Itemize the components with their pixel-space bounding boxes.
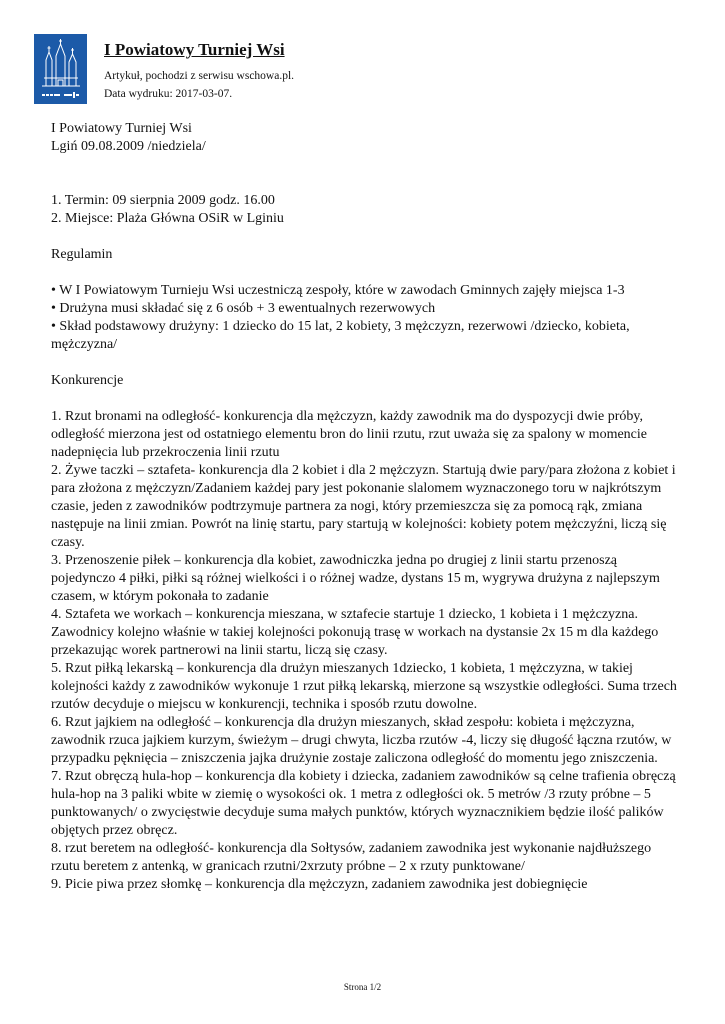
- body-date-line: Lgiń 09.08.2009 /niedziela/: [51, 139, 206, 154]
- article-title[interactable]: I Powiatowy Turniej Wsi: [104, 40, 285, 59]
- detail-line: 1. Termin: 09 sierpnia 2009 godz. 16.00: [51, 193, 275, 208]
- competition-item: 4. Sztafeta we workach – konkurencja mieszana, w sztafecie startuje 1 dziecko, 1 kobieta i 1 mężczyzna. Zawodnicy kolejno właśnie w takiej kolejności pokonują trasę w workach na dystansie 2x 15 m dla każdego przekazując worek partnerowi na linii startu, liczą się czasy.: [51, 607, 659, 658]
- site-logo: [34, 34, 87, 104]
- source-line: Artykuł, pochodzi z serwisu wschowa.pl.: [104, 70, 295, 82]
- competition-item: 2. Żywe taczki – sztafeta- konkurencja dla 2 kobiet i dla 2 mężczyzn. Startują dwie pary/para złożona z kobiet i para złożona z mężczyzn/Zadaniem każdej pary jest pokonanie slalomem wyznaczonego toru w najkrótszym czasie, jeden z zawodników podtrzymuje partnera za nogi, który przemieszcza się za pomocą rąk, zmiana następuje na linii zmian. Powrót na linię startu, pary startują w kolejności: kobiety potem mężczyźni, liczą się czasy.: [51, 463, 676, 550]
- detail-line: 2. Miejsce: Plaża Główna OSiR w Lginiu: [51, 211, 284, 226]
- church-towers-logo-icon: [34, 34, 87, 104]
- competition-item: 9. Picie piwa przez słomkę – konkurencja dla mężczyzn, zadaniem zawodnika jest dobiegnięcie: [51, 877, 588, 892]
- rule-item: • W I Powiatowym Turnieju Wsi uczestniczą zespoły, które w zawodach Gminnych zajęły miejsca 1-3: [51, 283, 625, 298]
- page-number: Strona 1/2: [343, 982, 382, 992]
- competitions-heading: Konkurencje: [51, 373, 124, 388]
- print-date-line: Data wydruku: 2017-03-07.: [104, 88, 233, 100]
- competition-item: 3. Przenoszenie piłek – konkurencja dla kobiet, zawodniczka jedna po drugiej z linii startu przenoszą pojedynczo 4 piłki, piłki są różnej wielkości i o różnej wadze, dystans 15 m, wygrywa drużyna z najlepszym czasem, w którym pokonała to zadanie: [51, 553, 660, 604]
- competition-item: 8. rzut beretem na odległość- konkurencja dla Sołtysów, zadaniem zawodnika jest wykonanie najdłuższego rzutu beretem z antenką, w granicach rzutni/2xrzuty próbne – 2 x rzuty punktowane/: [51, 841, 652, 874]
- rule-item: • Drużyna musi składać się z 6 osób + 3 ewentualnych rezerwowych: [51, 301, 436, 316]
- competition-item: 6. Rzut jajkiem na odległość – konkurencja dla drużyn mieszanych, skład zespołu: kobieta i mężczyzna, zawodnik rzuca jajkiem kurzym, świeżym – drugi chwyta, liczba rzutów -4, liczy się długość łączna rzutów, w przypadku pęknięcia – zniszczenia jajka drużynie zostaje zaliczona odległość do momentu jego zniszczenia.: [51, 715, 672, 766]
- body-title-line: I Powiatowy Turniej Wsi: [51, 121, 192, 136]
- competition-item: 7. Rzut obręczą hula-hop – konkurencja dla kobiety i dziecka, zadaniem zawodników są celne trafienia obręczą hula-hop na 3 paliki wbite w ziemię o wysokości ok. 1 metra z odległości ok. 5 metrów /3 rzuty próbne – 5 punktowanych/ o zwycięstwie decyduje suma małych punktów, których wyznacznikiem będzie ilość palików objętych przez obręcz.: [51, 769, 676, 838]
- competition-item: 5. Rzut piłką lekarską – konkurencja dla drużyn mieszanych 1dziecko, 1 kobieta, 1 mężczyzna, w takiej kolejności każdy z zawodników wykonuje 1 rzut piłką lekarską, mierzone są wszystkie odległości. Suma trzech rzutów decyduje o miejscu w konkurencji, technika i sposób rzutu dowolne.: [51, 661, 677, 712]
- regulations-heading: Regulamin: [51, 247, 113, 262]
- article-body: [51, 120, 681, 894]
- competition-item: 1. Rzut bronami na odległość- konkurencja dla mężczyzn, każdy zawodnik ma do dyspozycji dwie próby, odległość mierzona jest od ostatniego elementu bron do linii rzutu, rzut uważa się za spalony w momencie nadepnięcia lub przekroczenia linii rzutu: [51, 409, 647, 460]
- rule-item: • Skład podstawowy drużyny: 1 dziecko do 15 lat, 2 kobiety, 3 mężczyzn, rezerwowi /dziecko, kobieta, mężczyzna/: [51, 319, 630, 352]
